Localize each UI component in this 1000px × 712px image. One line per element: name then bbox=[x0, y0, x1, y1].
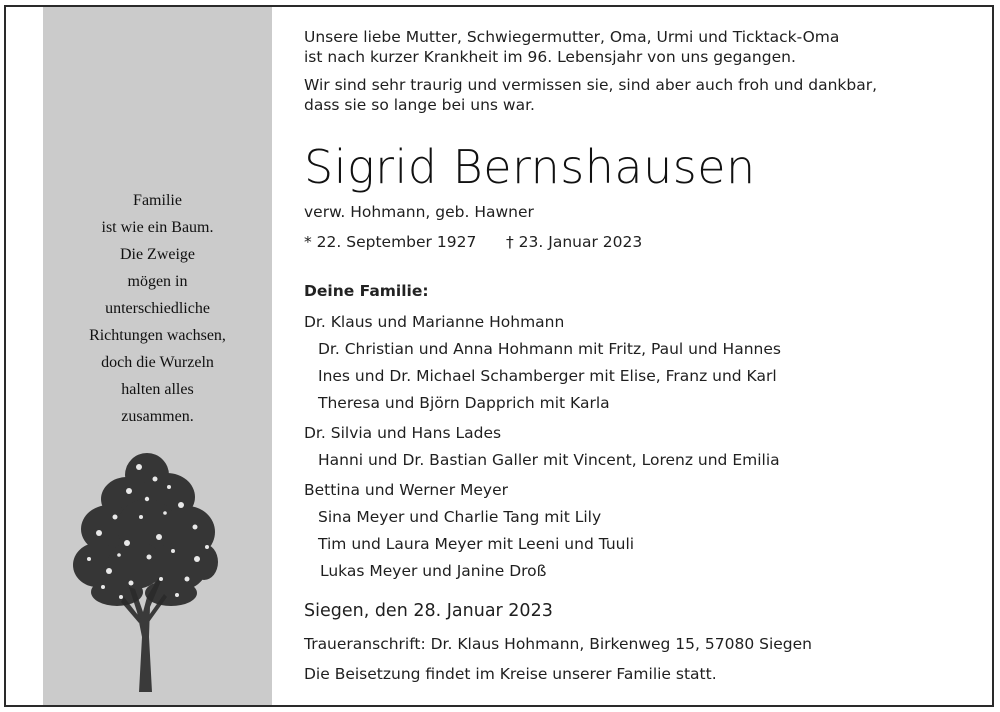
family-line: Bettina und Werner Meyer bbox=[304, 481, 508, 499]
poem-line: Familie bbox=[133, 192, 182, 209]
deceased-name: Sigrid Bernshausen bbox=[304, 140, 756, 194]
birth-date: * 22. September 1927 bbox=[304, 233, 477, 251]
intro-line: Unsere liebe Mutter, Schwiegermutter, Oma, Urmi und Ticktack-Oma bbox=[304, 28, 840, 46]
family-line: Sina Meyer und Charlie Tang mit Lily bbox=[318, 508, 602, 526]
family-line: Tim und Laura Meyer mit Leeni und Tuuli bbox=[318, 535, 635, 553]
poem-line: mögen in bbox=[127, 273, 188, 290]
family-line: Lukas Meyer und Janine Droß bbox=[320, 562, 547, 580]
poem-line: doch die Wurzeln bbox=[101, 354, 214, 371]
poem-line: ist wie ein Baum. bbox=[101, 219, 214, 236]
family-line: Dr. Christian und Anna Hohmann mit Fritz, Paul und Hannes bbox=[318, 340, 781, 358]
poem-line: halten alles bbox=[121, 381, 194, 398]
poem-line: Richtungen wachsen, bbox=[89, 327, 226, 344]
family-line: Hanni und Dr. Bastian Galler mit Vincent, Lorenz und Emilia bbox=[318, 451, 780, 469]
intro-line: ist nach kurzer Krankheit im 96. Lebensjahr von uns gegangen. bbox=[304, 48, 796, 66]
family-heading: Deine Familie: bbox=[304, 282, 429, 300]
poem bbox=[43, 187, 272, 430]
poem-line: unterschiedliche bbox=[105, 300, 210, 317]
mourning-address: Traueranschrift: Dr. Klaus Hohmann, Birkenweg 15, 57080 Siegen bbox=[304, 635, 812, 653]
family-line: Dr. Silvia und Hans Lades bbox=[304, 424, 502, 442]
family-line: Dr. Klaus und Marianne Hohmann bbox=[304, 313, 565, 331]
burial-note: Die Beisetzung findet im Kreise unserer Familie statt. bbox=[304, 665, 717, 683]
maiden-name: verw. Hohmann, geb. Hawner bbox=[304, 203, 534, 221]
family-line: Ines und Dr. Michael Schamberger mit Elise, Franz und Karl bbox=[318, 367, 777, 385]
family-line: Theresa und Björn Dapprich mit Karla bbox=[318, 394, 610, 412]
sidebar-panel bbox=[43, 7, 272, 705]
poem-line: Die Zweige bbox=[119, 246, 196, 263]
intro-line: Wir sind sehr traurig und vermissen sie, sind aber auch froh und dankbar, bbox=[304, 76, 878, 94]
tree-icon bbox=[69, 447, 219, 692]
poem-line: zusammen. bbox=[121, 408, 194, 425]
place-date: Siegen, den 28. Januar 2023 bbox=[304, 601, 553, 621]
death-date: † 23. Januar 2023 bbox=[506, 233, 643, 251]
intro-line: dass sie so lange bei uns war. bbox=[304, 96, 535, 114]
